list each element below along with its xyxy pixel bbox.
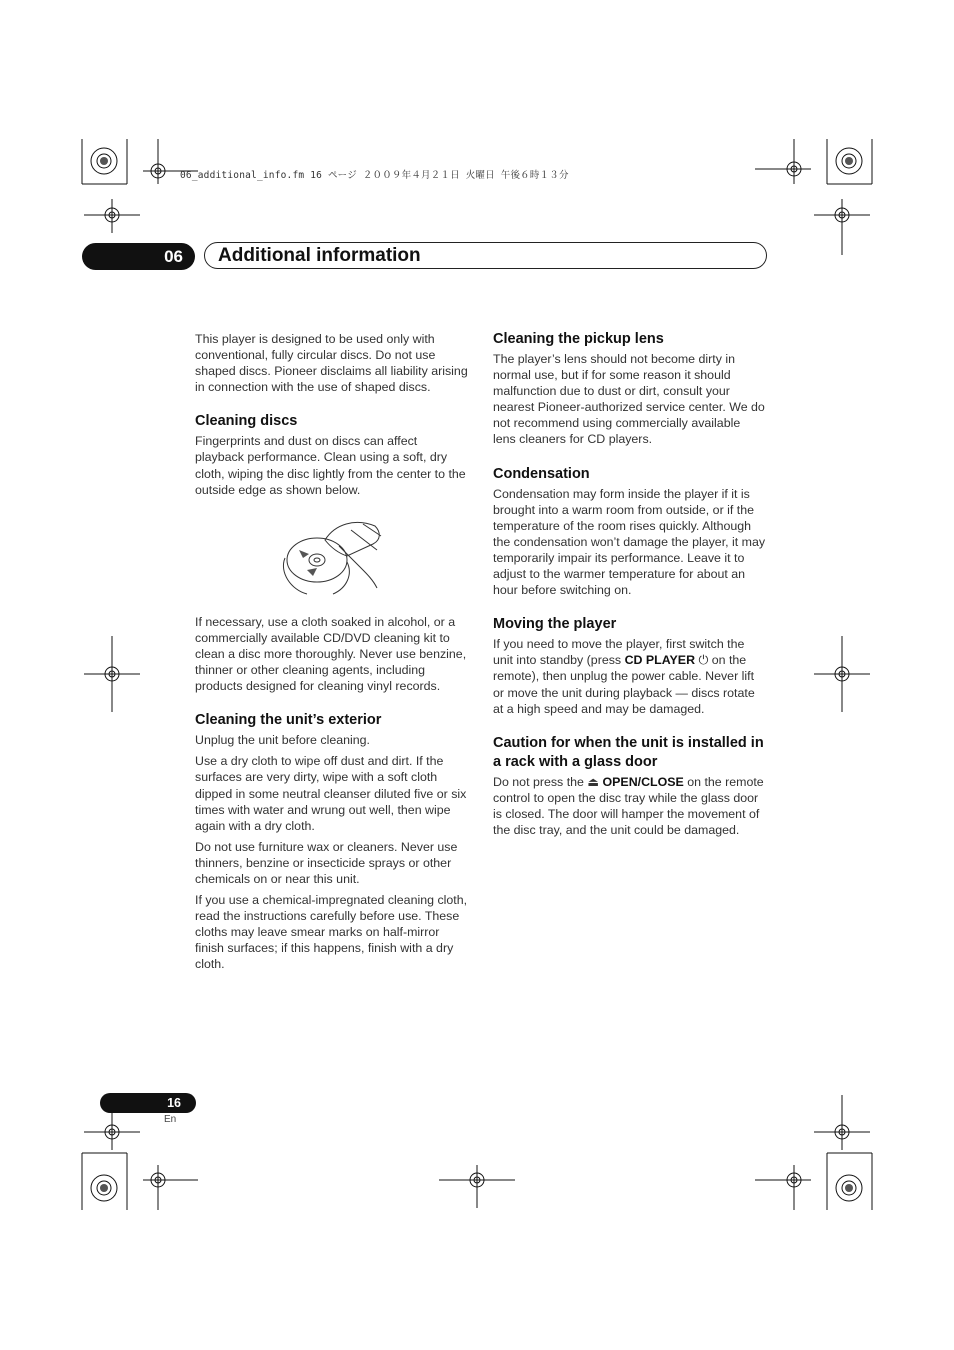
- paragraph: [493, 774, 766, 838]
- section-moving-player: [493, 615, 766, 716]
- power-icon: ⏻: [698, 653, 709, 668]
- left-column: [195, 331, 468, 978]
- paragraph: If necessary, use a cloth soaked in alcohol, or a commercially available CD/DVD cleaning kit to clean a disc more thoroughly. Never use benzine, thinner or other cleaning agents, including products designed for cleaning vinyl records.: [195, 614, 467, 694]
- text-run: If you need to move the player, first switch the unit into standby (press: [493, 637, 745, 668]
- disc-cleaning-illustration: [195, 510, 468, 600]
- eject-icon: ⏏: [587, 774, 600, 789]
- page-number-badge: 16: [100, 1093, 196, 1113]
- right-column: [493, 330, 766, 843]
- heading-cleaning-exterior: Cleaning the unit’s exterior: [195, 712, 382, 729]
- heading-pickup-lens: Cleaning the pickup lens: [493, 331, 664, 347]
- paragraph: [493, 636, 766, 716]
- heading-cleaning-discs: Cleaning discs: [195, 413, 298, 430]
- paragraph: The player’s lens should not become dirty in normal use, but if for some reason it should malfunction due to dust or dirt, consult your nearest Pioneer-authorized service center. We do not recommend using commercially available lens cleaners for CD players.: [493, 352, 765, 447]
- text-run: on the remote control to open the disc tray while the glass door is closed. The door will hamper the movement of the disc tray, and the unit could be damaged.: [493, 774, 764, 837]
- key-label: OPEN/CLOSE: [602, 774, 684, 789]
- chapter-number-badge: 06: [82, 243, 195, 270]
- key-label: CD PLAYER: [624, 653, 696, 668]
- paragraph: Use a dry cloth to wipe off dust and dirt. If the surfaces are very dirty, wipe with a soft cloth dipped in some neutral cleanser diluted five or six times with water and wrung out well, then wipe again with a dry cloth.: [195, 754, 467, 833]
- paragraph: Condensation may form inside the player if it is brought into a warm room from outside, or if the temperature of the room rises quickly. Although the condensation won’t damage the player, it may temporarily impair its performance. Leave it to adjust to the warmer temperature for about an hour before switching on.: [493, 486, 766, 598]
- section-cleaning-exterior: [195, 711, 468, 972]
- section-pickup-lens: [493, 330, 766, 448]
- paragraph: Do not use furniture wax or cleaners. Never use thinners, benzine or insecticide sprays or other chemicals on or near this unit.: [195, 839, 458, 886]
- section-cleaning-discs: [195, 412, 468, 694]
- paragraph: Fingerprints and dust on discs can affect playback performance. Clean using a soft, dry cloth, wiping the disc lightly from the center to the outside edge as shown below.: [195, 434, 466, 497]
- section-glass-door: [493, 734, 766, 838]
- chapter-title: Additional information: [204, 242, 767, 269]
- paragraph: If you use a chemical-impregnated cleaning cloth, read the instructions carefully before use. These cloths may leave smear marks on half-mirror finish surfaces; if this happens, finish with a dry cloth.: [195, 893, 468, 972]
- heading-glass-door: Caution for when the unit is installed in a rack with a glass door: [493, 734, 764, 770]
- text-run: on the remote), then unplug the power cable. Never lift or move the unit during playback — discs rotate at a high speed and may be damaged.: [493, 653, 755, 716]
- heading-moving-player: Moving the player: [493, 616, 617, 633]
- intro-paragraph: This player is designed to be used only with conventional, fully circular discs. Do not use shaped discs. Pioneer disclaims all liability arising in connection with the use of shaped discs.: [195, 332, 468, 395]
- heading-condensation: Condensation: [493, 465, 590, 482]
- language-code: En: [164, 1114, 177, 1125]
- paragraph: Unplug the unit before cleaning.: [195, 733, 370, 748]
- file-slug-line: 06_additional_info.fm 16 ページ ２００９年４月２１日 火曜日 午後６時１３分: [180, 170, 569, 181]
- hand-wiping-disc-icon: [277, 510, 387, 596]
- section-condensation: [493, 465, 766, 599]
- text-run: Do not press the: [493, 774, 588, 789]
